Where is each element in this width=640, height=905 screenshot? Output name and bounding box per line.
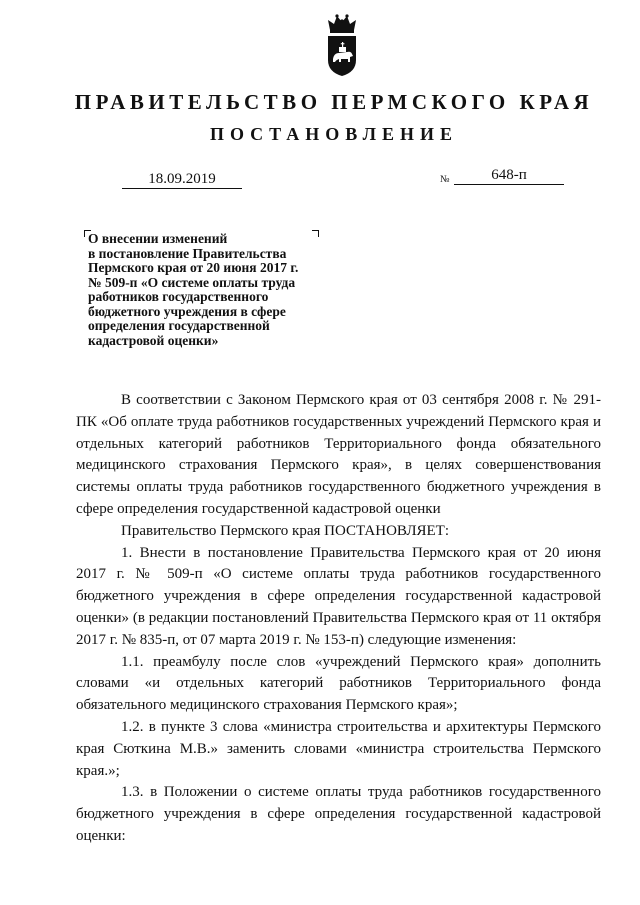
resolution-statement: Правительство Пермского края ПОСТАНОВЛЯЕТ:	[121, 522, 450, 539]
document-date: 18.09.2019	[122, 170, 242, 189]
clause-1: 1. Внести в постановление Правительства Пермского края от 20 июня 2017 г. № 509-п «О системе оплаты труда работников государственного бюджетного учреждения в сфере определения государственной кадастровой оценки» (в редакции постановлений Правительства Пермского края от 11 октября 2017 г. № 835-п, от 07 марта 2019 г. № 153-п) следующие изменения:	[76, 544, 601, 648]
subject-line: работников государственного	[88, 289, 269, 304]
subject-line: № 509-п «О системе оплаты труда	[88, 274, 296, 290]
clause-1-1: 1.1. преамбулу после слов «учреждений Пермского края» дополнить словами «и отдельных категорий работников Территориального фонда обязательного медицинского страхования Пермского края»;	[76, 653, 601, 714]
document-type: ПОСТАНОВЛЕНИЕ	[209, 124, 459, 144]
number-sign: №	[440, 174, 450, 185]
subject-line: в постановление Правительства	[88, 245, 287, 261]
preamble-paragraph: В соответствии с Законом Пермского края от 03 сентября 2008 г. № 291-ПК «Об оплате труда работников государственных учреждений Пермского края и отдельных категорий работников Территориального фонда обязательного медицинского страхования Пермского края», в целях совершенствования системы оплаты труда работников государственного бюджетного учреждения в сфере определения государственной кадастровой оценки	[76, 392, 601, 517]
organization-title: ПРАВИТЕЛЬСТВО ПЕРМСКОГО КРАЯ	[74, 90, 594, 114]
subject-line: О внесении изменений	[88, 231, 228, 246]
subject-line: Пермского края от 20 июня 2017 г.	[88, 260, 299, 275]
document-subject	[88, 232, 338, 348]
subject-line: кадастровой оценки»	[88, 332, 219, 348]
document-number: 648-п	[454, 166, 564, 185]
subject-line: определения государственной	[88, 318, 270, 333]
document-body	[76, 390, 601, 848]
clause-1-2: 1.2. в пункте 3 слова «министра строительства и архитектуры Пермского края Сюткина М.В.» заменить словами «министра строительства Пермского края.»;	[76, 718, 601, 779]
perm-krai-coat-of-arms-icon	[322, 12, 362, 78]
subject-line: бюджетного учреждения в сфере	[88, 303, 286, 319]
clause-1-3: 1.3. в Положении о системе оплаты труда работников государственного бюджетного учреждения в сфере определения государственной кадастровой оценки:	[76, 784, 601, 844]
